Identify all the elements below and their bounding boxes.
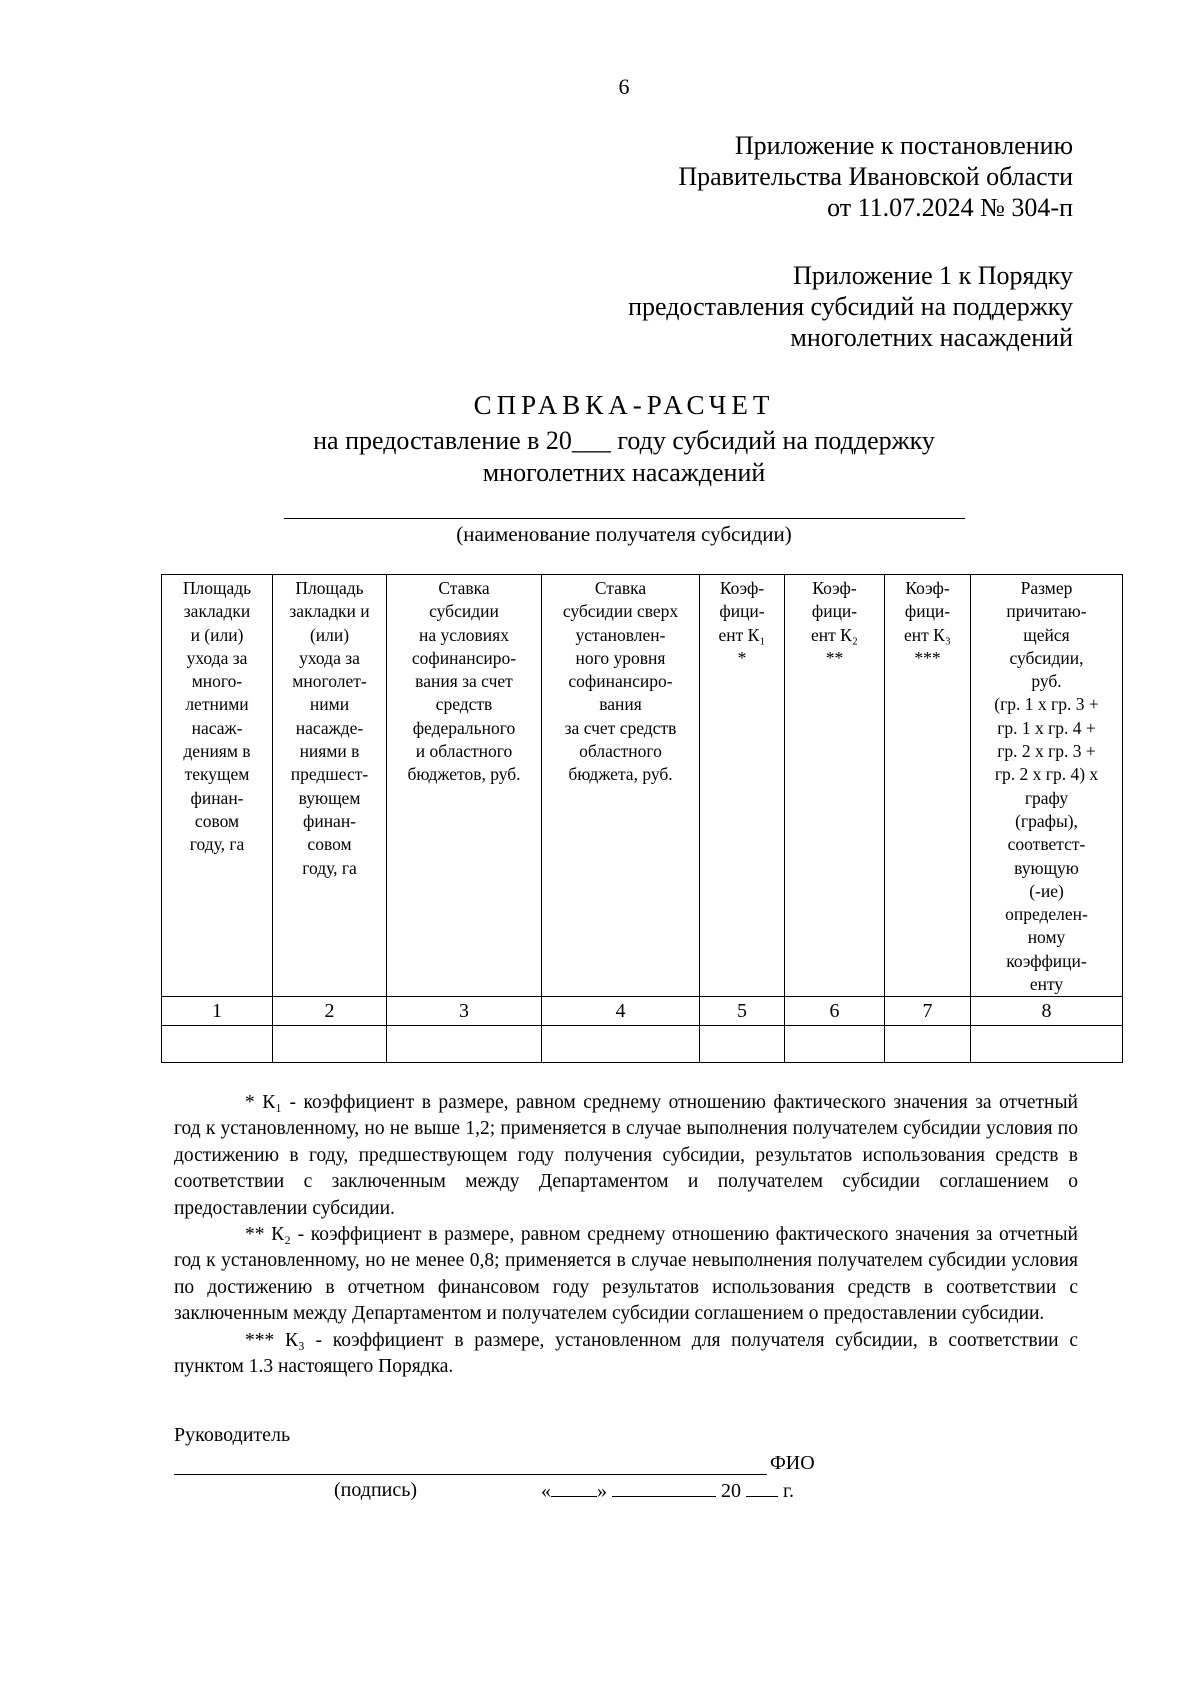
date-open-quote: « xyxy=(541,1480,551,1502)
column-number-cell: 2 xyxy=(273,997,387,1026)
empty-cell xyxy=(387,1026,542,1063)
column-number-cell: 8 xyxy=(971,997,1123,1026)
page-number: 6 xyxy=(618,74,630,99)
header-cell-subsidy-amount: Размер причитаю- щейся субсидии, руб. (гр. 1 х гр. 3 + гр. 1 х гр. 4 + гр. 2 х гр. 3 + гр. 2 х гр. 4) х графу (графы), соответст- вующую (-ие) определен- ному коэффици- енту xyxy=(971,575,1123,997)
calculation-table xyxy=(161,574,1123,1063)
column-number-cell: 3 xyxy=(387,997,542,1026)
header-cell-coefficient-k2: Коэф- фици- ент К₂ ** xyxy=(785,575,885,997)
footnote-k3: *** К₃ - коэффициент в размере, установленном для получателя субсидии, в соответствии с пунктом 1.3 настоящего Порядка. xyxy=(174,1329,1078,1378)
fio-label: ФИО xyxy=(770,1452,815,1474)
year-prefix: 20 xyxy=(721,1480,741,1502)
annex-order-line-1: Приложение 1 к Порядку xyxy=(793,261,1073,290)
header-cell-rate-over-level: Ставка субсидии сверх установлен- ного уровня софинансиро- вания за счет средств областного бюджета, руб. xyxy=(542,575,700,997)
header-cell-rate-cofinancing: Ставка субсидии на условиях софинансиро- вания за счет средств федерального и областного бюджетов, руб. xyxy=(387,575,542,997)
document-subtitle xyxy=(0,425,1200,489)
year-suffix: г. xyxy=(783,1480,794,1502)
header-cell-area-previous: Площадь закладки и (или) ухода за многолет- ними насажде- ниями в предшест- вующем финан- совом году, га xyxy=(273,575,387,997)
year-blank xyxy=(746,1477,778,1497)
column-number-cell: 1 xyxy=(162,997,273,1026)
empty-cell xyxy=(700,1026,785,1063)
subtitle-line-2: многолетних насаждений xyxy=(482,458,766,487)
recipient-name-line xyxy=(284,518,965,519)
empty-data-row xyxy=(162,1026,1123,1063)
column-number-row xyxy=(162,997,1123,1026)
annex-order-line-2: предоставления субсидий на поддержку xyxy=(628,292,1073,321)
footnotes xyxy=(174,1090,1078,1380)
column-number-cell: 4 xyxy=(542,997,700,1026)
footnote-k1: * К₁ - коэффициент в размере, равном среднему отношению фактического значения за отчетный год к установленному, но не выше 1,2; применяется в случае выполнения получателем субсидии условия по достижению в году, предшествующем году получения субсидии, результатов использования средств в соответствии с заключенным между Департаментом и получателем субсидии соглашением о предоставлении субсидии. xyxy=(174,1092,1078,1219)
annex-to-order xyxy=(628,260,1073,353)
signature-line xyxy=(174,1474,767,1475)
annex-order-line-3: многолетних насаждений xyxy=(790,323,1073,352)
header-cell-coefficient-k1: Коэф- фици- ент К₁ * xyxy=(700,575,785,997)
empty-cell xyxy=(162,1026,273,1063)
month-blank xyxy=(612,1477,716,1497)
annex-main-line-3: от 11.07.2024 № 304-п xyxy=(827,193,1073,222)
date-close-quote: » xyxy=(597,1480,607,1502)
column-number-cell: 7 xyxy=(885,997,971,1026)
column-number-cell: 6 xyxy=(785,997,885,1026)
empty-cell xyxy=(785,1026,885,1063)
head-label: Руководитель xyxy=(174,1424,291,1446)
annex-main-line-1: Приложение к постановлению xyxy=(734,131,1073,160)
empty-cell xyxy=(542,1026,700,1063)
recipient-caption: (наименование получателя субсидии) xyxy=(456,522,792,546)
annex-main-line-2: Правительства Ивановской области xyxy=(678,162,1073,191)
annex-to-resolution xyxy=(678,130,1073,223)
date-field xyxy=(541,1477,794,1503)
subtitle-line-1: на предоставление в 20___ году субсидий на поддержку xyxy=(313,426,935,455)
column-number-cell: 5 xyxy=(700,997,785,1026)
document-title: СПРАВКА-РАСЧЕТ xyxy=(473,390,775,420)
empty-cell xyxy=(971,1026,1123,1063)
empty-cell xyxy=(273,1026,387,1063)
header-cell-area-current: Площадь закладки и (или) ухода за много- летними насаж- дениям в текущем финан- совом году, га xyxy=(162,575,273,997)
header-cell-coefficient-k3: Коэф- фици- ент К₃ *** xyxy=(885,575,971,997)
empty-cell xyxy=(885,1026,971,1063)
footnote-k2: ** К₂ - коэффициент в размере, равном среднему отношению фактического значения за отчетный год к установленному, но не менее 0,8; применяется в случае невыполнения получателем субсидии условия по достижению в отчетном финансовом году результатов использования средств в соответствии с заключенным между Департаментом и получателем субсидии соглашением о предоставлении субсидии. xyxy=(174,1224,1078,1325)
table-header-row xyxy=(162,575,1123,997)
day-blank xyxy=(551,1477,597,1497)
signature-caption: (подпись) xyxy=(334,1479,418,1501)
